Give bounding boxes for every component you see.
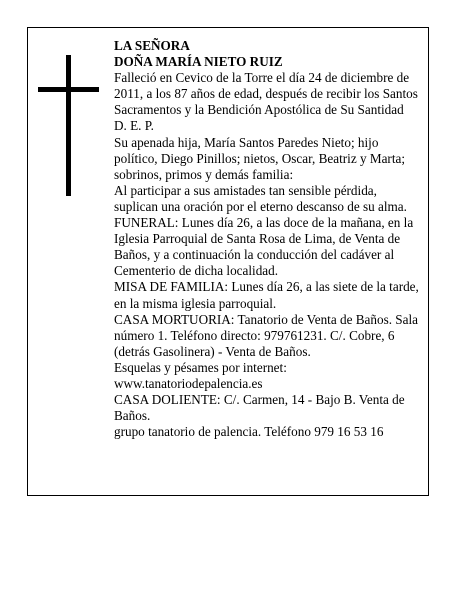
rip-abbreviation: D. E. P. [114, 118, 154, 134]
internet-condolences-label: Esquelas y pésames por internet: [114, 359, 287, 375]
funeral-home-footer: grupo tanatorio de palencia. Teléfono 979 16 53 16 [114, 424, 384, 440]
cross-horizontal-bar [38, 87, 99, 92]
funeral-details: FUNERAL: Lunes día 26, a las doce de la mañana, en la Iglesia Parroquial de Santa Rosa de Lima, de Venta de Baños, y a continuación la conducción del cadáver al Cementerio de dicha localidad. [114, 215, 414, 279]
obituary-heading: LA SEÑORA [114, 38, 190, 53]
deceased-name: DOÑA MARÍA NIETO RUIZ [114, 54, 283, 70]
family-members: Su apenada hija, María Santos Paredes Nieto; hijo político, Diego Pinillos; nietos, Oscar, Beatriz y Marta; sobrinos, primos y demás familia: [114, 134, 406, 182]
cross-icon [38, 55, 99, 196]
mortuary-details: CASA MORTUORIA: Tanatorio de Venta de Baños. Sala número 1. Teléfono directo: 979761231. C/. Cobre, 6 (detrás Gasolinera) - Venta de Baños. [114, 311, 419, 359]
family-mass-details: MISA DE FAMILIA: Lunes día 26, a las siete de la tarde, en la misma iglesia parroquial. [114, 279, 419, 311]
prayer-request: Al participar a sus amistades tan sensible pérdida, suplican una oración por el eterno descanso de su alma. [114, 182, 407, 214]
death-notice: Falleció en Cevico de la Torre el día 24 de diciembre de 2011, a los 87 años de edad, después de recibir los Santos Sacramentos y la Bendición Apostólica de Su Santidad [114, 70, 418, 118]
obituary-text [114, 38, 424, 440]
mourning-home-details: CASA DOLIENTE: C/. Carmen, 14 - Bajo B. Venta de Baños. [114, 392, 405, 424]
website-url: www.tanatoriodepalencia.es [114, 375, 263, 391]
cross-vertical-bar [66, 55, 71, 196]
